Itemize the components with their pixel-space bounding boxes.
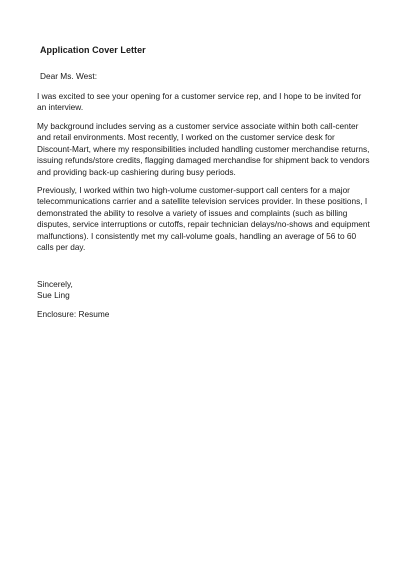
letter-title: Application Cover Letter <box>40 45 146 55</box>
signature-name: Sue Ling <box>37 290 70 301</box>
salutation: Dear Ms. West: <box>40 71 98 81</box>
closing-block <box>37 279 73 302</box>
paragraph-background: My background includes serving as a customer service associate within both call-center and retail environments. Most recently, I worked on the customer service desk for Discount-Mart, where my responsibilities included handling customer merchandise returns, issuing refunds/store credits, flagging damaged merchandise for shipment back to vendors and providing back-up cashiering during busy periods. <box>37 121 370 177</box>
closing-text: Sincerely, <box>37 279 73 289</box>
paragraph-experience: Previously, I worked within two high-volume customer-support call centers for a major telecommunications carrier and a satellite television services provider. In these positions, I demonstrated the ability to resolve a variety of issues and complaints (such as billing disputes, service interruptions or cutoffs, repair technician delays/no-shows and equipment malfunctions). I consistently met my call-volume goals, handling an average of 56 to 60 calls per day. <box>37 185 370 253</box>
enclosure-line: Enclosure: Resume <box>37 309 110 319</box>
paragraph-opening: I was excited to see your opening for a customer service rep, and I hope to be invited for an interview. <box>37 91 362 113</box>
